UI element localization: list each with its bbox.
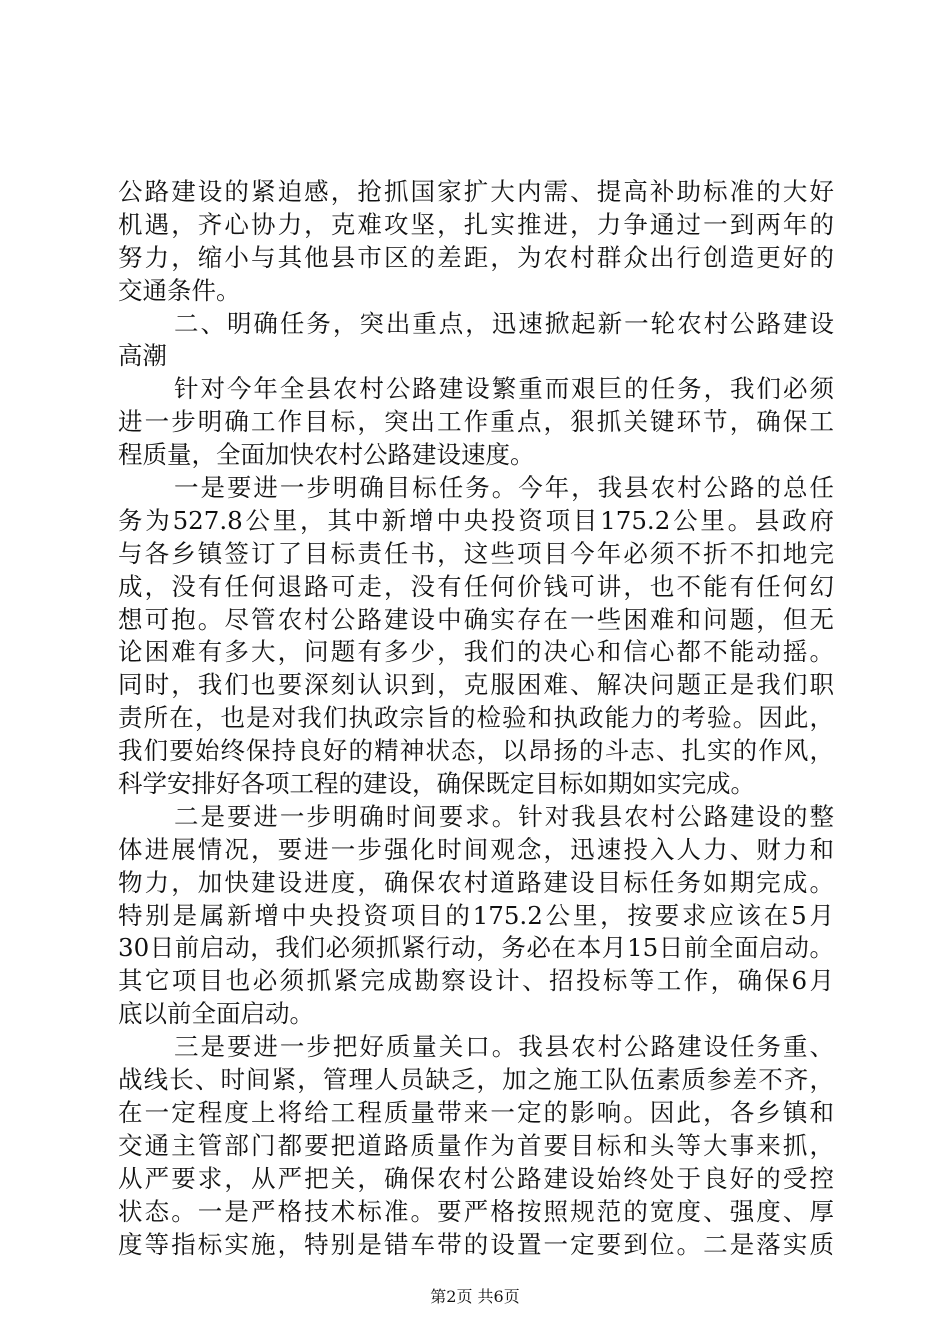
text-line: 物力，加快建设进度，确保农村道路建设目标任务如期完成。: [118, 867, 834, 897]
text-line: 从严要求，从严把关，确保农村公路建设始终处于良好的受控: [118, 1163, 834, 1193]
text-line: 在一定程度上将给工程质量带来一定的影响。因此，各乡镇和: [118, 1097, 834, 1127]
text-line: 与各乡镇签订了目标责任书，这些项目今年必须不折不扣地完: [118, 538, 834, 568]
text-line: 务为527.8公里，其中新增中央投资项目175.2公里。县政府: [118, 505, 834, 535]
text-line: 一是要进一步明确目标任务。今年，我县农村公路的总任: [174, 473, 834, 503]
text-line: 三是要进一步把好质量关口。我县农村公路建设任务重、: [174, 1032, 834, 1062]
page-number-footer: 第2页 共6页: [430, 1287, 520, 1306]
text-line: 交通主管部门都要把道路质量作为首要目标和头等大事来抓，: [118, 1130, 834, 1160]
text-line: 论困难有多大，问题有多少，我们的决心和信心都不能动摇。: [118, 637, 834, 667]
text-line: 公路建设的紧迫感，抢抓国家扩大内需、提高补助标准的大好: [118, 177, 834, 206]
section-heading-line: 高潮: [118, 341, 167, 371]
text-line: 交通条件。: [118, 275, 241, 305]
text-line: 我们要始终保持良好的精神状态，以昂扬的斗志、扎实的作风，: [118, 736, 834, 766]
text-line: 成，没有任何退路可走，没有任何价钱可讲，也不能有任何幻: [118, 571, 834, 601]
text-line: 体进展情况，要进一步强化时间观念，迅速投入人力、财力和: [118, 834, 834, 864]
text-line: 底以前全面启动。: [118, 999, 314, 1029]
text-line: 努力，缩小与其他县市区的差距，为农村群众出行创造更好的: [118, 242, 834, 272]
section-heading-line: 二、明确任务，突出重点，迅速掀起新一轮农村公路建设: [174, 308, 834, 338]
text-line: 战线长、时间紧，管理人员缺乏，加之施工队伍素质参差不齐，: [118, 1065, 834, 1095]
text-line: 进一步明确工作目标，突出工作重点，狠抓关键环节，确保工: [118, 407, 834, 437]
text-line: 程质量，全面加快农村公路建设速度。: [118, 440, 535, 470]
text-line: 状态。一是严格技术标准。要严格按照规范的宽度、强度、厚: [118, 1196, 834, 1226]
text-line: 机遇，齐心协力，克难攻坚，扎实推进，力争通过一到两年的: [118, 209, 834, 239]
text-line: 特别是属新增中央投资项目的175.2公里，按要求应该在5月: [118, 900, 834, 930]
text-line: 其它项目也必须抓紧完成勘察设计、招投标等工作，确保6月: [118, 966, 834, 996]
text-line: 科学安排好各项工程的建设，确保既定目标如期如实完成。: [118, 769, 755, 799]
text-line: 二是要进一步明确时间要求。针对我县农村公路建设的整: [174, 801, 834, 831]
text-line: 责所在，也是对我们执政宗旨的检验和执政能力的考验。因此，: [118, 703, 834, 733]
document-body: [118, 176, 834, 1261]
text-line: 度等指标实施，特别是错车带的设置一定要到位。二是落实质: [118, 1229, 834, 1259]
text-line: 想可抱。尽管农村公路建设中确实存在一些困难和问题，但无: [118, 604, 834, 634]
text-line: 针对今年全县农村公路建设繁重而艰巨的任务，我们必须: [174, 374, 834, 404]
text-line: 30日前启动，我们必须抓紧行动，务必在本月15日前全面启动。: [118, 933, 834, 963]
text-line: 同时，我们也要深刻认识到，克服困难、解决问题正是我们职: [118, 670, 834, 700]
